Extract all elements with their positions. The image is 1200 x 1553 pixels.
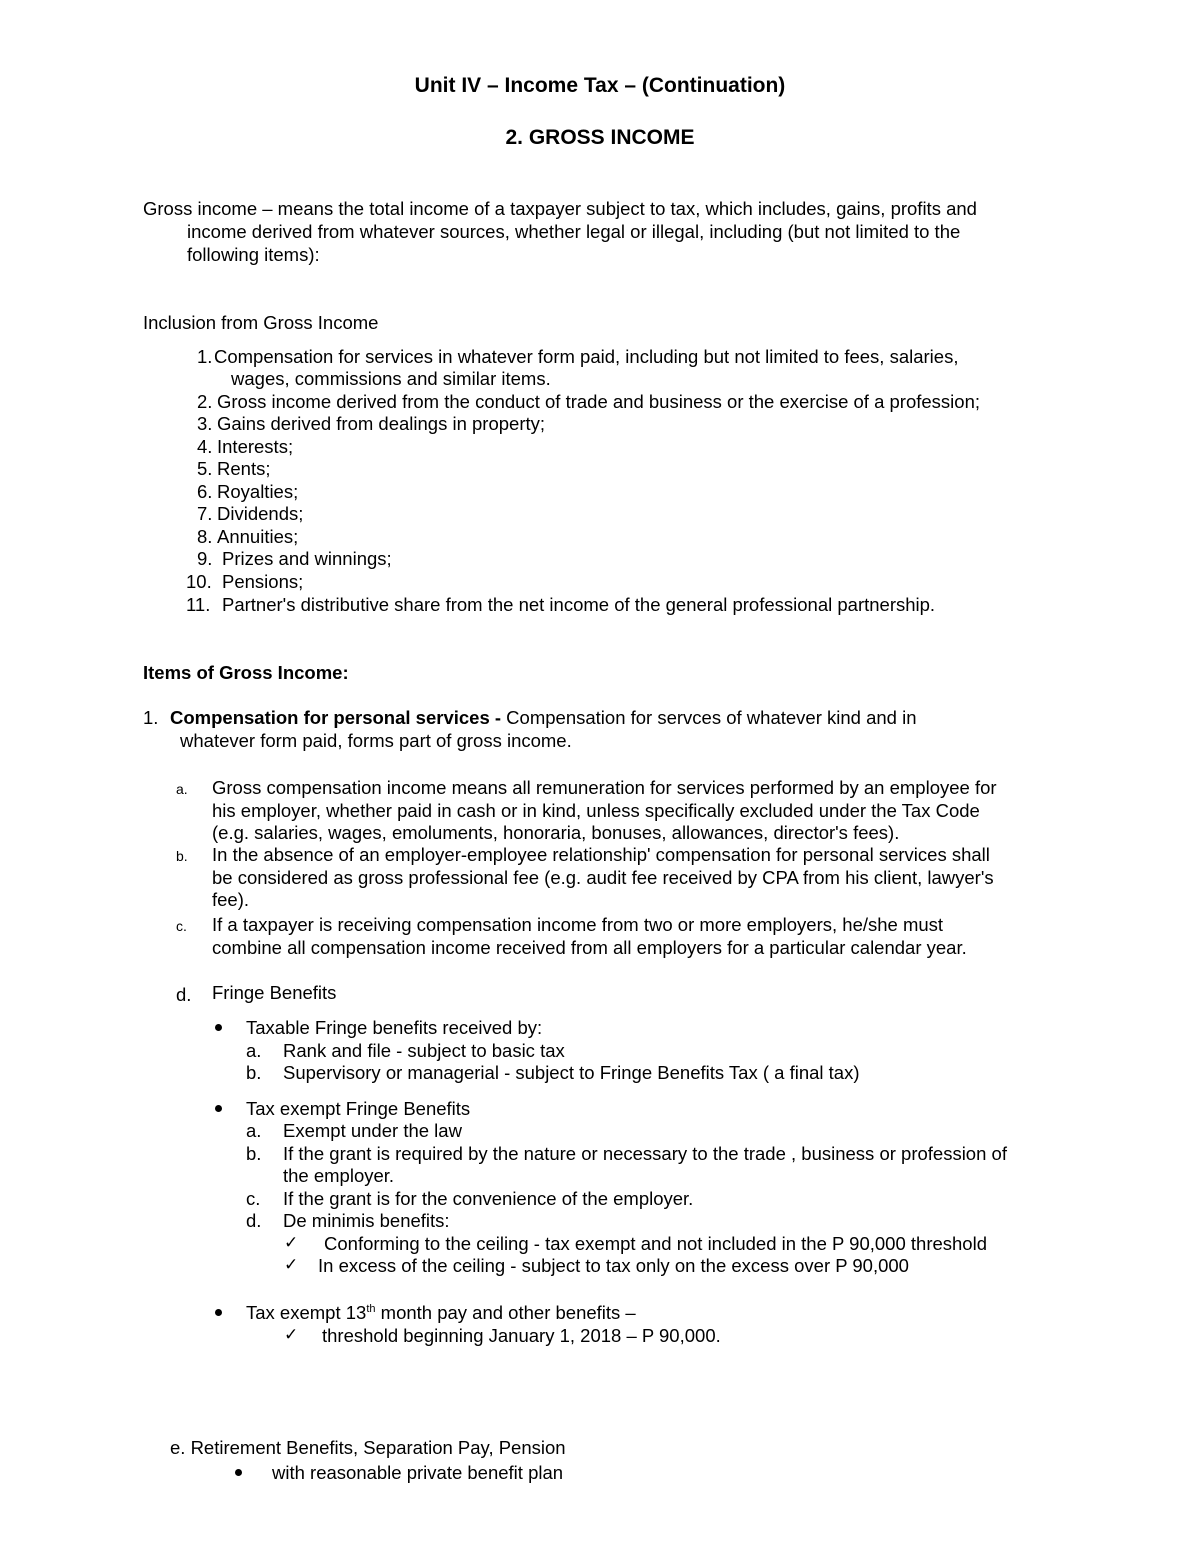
fringe-benefits-title: Fringe Benefits [212, 982, 337, 1003]
inclusion-item-text: wages, commissions and similar items. [231, 368, 551, 389]
thirteenth-pre: Tax exempt 13 [246, 1302, 367, 1323]
checkmark-icon: ✓ [284, 1255, 299, 1275]
inclusion-item-number: 8. [197, 526, 213, 547]
exempt-fringe-text: Tax exempt Fringe Benefits [246, 1098, 471, 1119]
inclusion-item-number: 6. [197, 481, 213, 502]
thirteenth-month-line [246, 1301, 636, 1324]
exempt-d-text: De minimis benefits: [283, 1210, 450, 1231]
page-title: Unit IV – Income Tax – (Continuation) [414, 74, 786, 97]
sub-b-label: b. [176, 848, 188, 864]
thirteenth-sup: th [366, 1302, 376, 1315]
sub-a-line: his employer, whether paid in cash or in kind, unless specifically excluded under the Tax Code [212, 800, 980, 821]
definition-line-1: Gross income – means the total income of a taxpayer subject to tax, which includes, gains, profits and [143, 198, 977, 219]
inclusion-item-text: Pensions; [222, 571, 304, 592]
exempt-a-label: a. [246, 1120, 262, 1141]
sub-b-line: In the absence of an employer-employee relationship' compensation for personal services shall [212, 844, 990, 865]
sub-a-label: a. [176, 781, 188, 797]
inclusion-item-number: 11. [186, 594, 211, 615]
inclusion-item-text: Prizes and winnings; [222, 548, 392, 569]
exempt-c-text: If the grant is for the convenience of the employer. [283, 1188, 694, 1209]
inclusion-item-number: 9. [197, 548, 213, 569]
thirteenth-post: month pay and other benefits – [375, 1302, 636, 1323]
sub-b-line: fee). [212, 889, 250, 910]
inclusion-item-text: Compensation for services in whatever form paid, including but not limited to fees, salaries, [214, 346, 959, 367]
inclusion-item-text: Annuities; [217, 526, 299, 547]
sub-c-line: If a taxpayer is receiving compensation income from two or more employers, he/she must [212, 914, 944, 935]
inclusion-item-text: Dividends; [217, 503, 304, 524]
definition-line-3: following items): [187, 244, 320, 265]
thirteenth-check: threshold beginning January 1, 2018 – P 90,000. [322, 1325, 721, 1346]
inclusion-item-text: Gross income derived from the conduct of trade and business or the exercise of a profession; [217, 391, 981, 412]
exempt-b-text-2: the employer. [283, 1165, 395, 1186]
de-minimis-check-1: Conforming to the ceiling - tax exempt and not included in the P 90,000 threshold [324, 1233, 987, 1254]
item-1-number: 1. [143, 707, 159, 728]
exempt-a-text: Exempt under the law [283, 1120, 462, 1141]
sub-e-bullet-text: with reasonable private benefit plan [272, 1462, 564, 1483]
exempt-b-text: If the grant is required by the nature or necessary to the trade , business or profession of [283, 1143, 1007, 1164]
sub-a-line: (e.g. salaries, wages, emoluments, honoraria, bonuses, allowances, director's fees). [212, 822, 900, 843]
item-1-desc: Compensation for servces of whatever kind and in [501, 707, 917, 728]
sub-b-line: be considered as gross professional fee (e.g. audit fee received by CPA from his client, lawyer's [212, 867, 994, 888]
inclusion-item-number: 2. [197, 391, 213, 412]
inclusion-item-number: 4. [197, 436, 213, 457]
inclusion-item-number: 5. [197, 458, 213, 479]
checkmark-icon: ✓ [284, 1325, 299, 1345]
sub-a-line: Gross compensation income means all remuneration for services performed by an employee for [212, 777, 997, 798]
inclusion-item-text: Royalties; [217, 481, 299, 502]
bullet-icon [215, 1105, 222, 1112]
inclusion-item-text: Interests; [217, 436, 294, 457]
inclusion-item-text: Rents; [217, 458, 271, 479]
inclusion-heading: Inclusion from Gross Income [143, 312, 379, 333]
exempt-d-label: d. [246, 1210, 262, 1231]
bullet-icon [235, 1469, 242, 1476]
taxable-fringe-text: Taxable Fringe benefits received by: [246, 1017, 543, 1038]
sub-d-label: d. [176, 984, 192, 1005]
item-1-line [170, 706, 916, 729]
items-heading: Items of Gross Income: [143, 662, 349, 683]
exempt-c-label: c. [246, 1188, 261, 1209]
inclusion-item-number: 3. [197, 413, 213, 434]
bullet-icon [215, 1309, 222, 1316]
taxable-a-label: a. [246, 1040, 262, 1061]
inclusion-item-number: 10. [186, 571, 212, 592]
sub-c-line: combine all compensation income received from all employers for a particular calendar year. [212, 937, 967, 958]
sub-c-label: c. [176, 918, 187, 934]
checkmark-icon: ✓ [284, 1233, 299, 1253]
taxable-b-label: b. [246, 1062, 262, 1083]
inclusion-item-number: 7. [197, 503, 213, 524]
inclusion-item-text: Gains derived from dealings in property; [217, 413, 546, 434]
item-1-title: Compensation for personal services - [170, 707, 502, 728]
item-1-desc-2: whatever form paid, forms part of gross income. [180, 730, 572, 751]
taxable-a-text: Rank and file - subject to basic tax [283, 1040, 565, 1061]
inclusion-item-text: Partner's distributive share from the net income of the general professional partnership. [222, 594, 936, 615]
sub-e-title: e. Retirement Benefits, Separation Pay, Pension [170, 1437, 566, 1458]
bullet-icon [215, 1024, 222, 1031]
de-minimis-check-2: In excess of the ceiling - subject to tax only on the excess over P 90,000 [318, 1255, 909, 1276]
exempt-b-label: b. [246, 1143, 262, 1164]
inclusion-item-number: 1. [197, 346, 213, 367]
section-title: 2. GROSS INCOME [505, 126, 695, 149]
taxable-b-text: Supervisory or managerial - subject to Fringe Benefits Tax ( a final tax) [283, 1062, 860, 1083]
definition-line-2: income derived from whatever sources, whether legal or illegal, including (but not limited to the [187, 221, 961, 242]
